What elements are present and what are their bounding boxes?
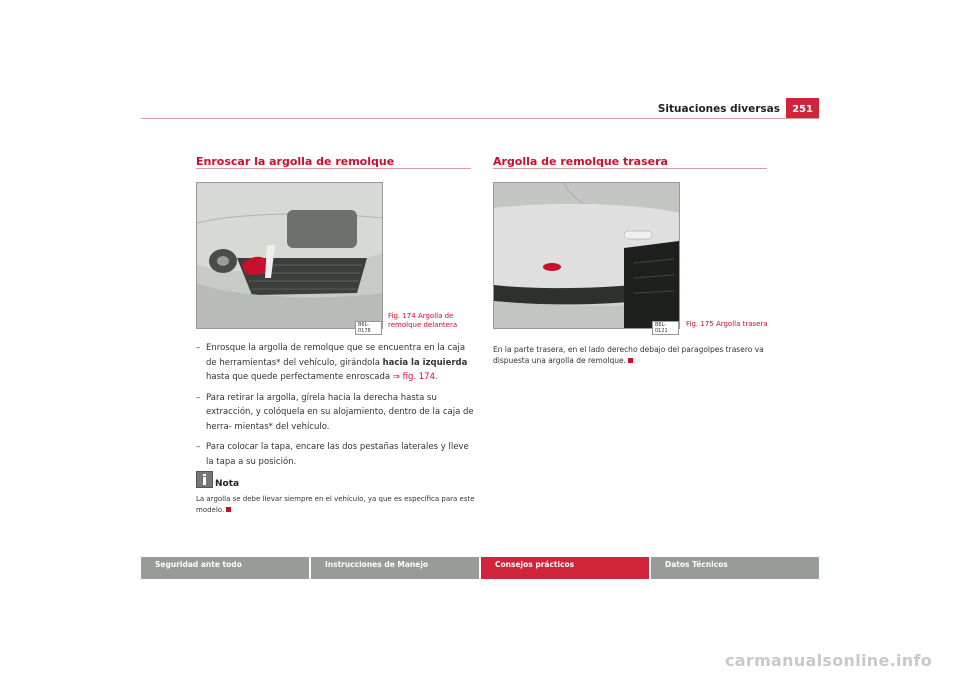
note-info-icon [196, 471, 213, 488]
figure-rear-tow-eye [493, 182, 680, 334]
bullet-item [196, 341, 474, 385]
bullet-text: hasta que quede perfectamente enroscada [206, 372, 393, 382]
section-rule-left [196, 168, 471, 169]
right-body [493, 344, 773, 366]
section-rule-right [493, 168, 767, 169]
front-bumper-illustration [197, 183, 382, 328]
footer-tab-technical-data[interactable] [651, 557, 819, 579]
note-body: La argolla se debe llevar siempre en el vehículo, ya que es específica para este modelo. [196, 495, 475, 514]
end-of-section-mark [628, 358, 633, 363]
note-title: Nota [215, 479, 240, 489]
bullet-dash: – [196, 343, 201, 353]
bullet-dash: – [196, 392, 201, 403]
figure-174-caption [388, 312, 468, 330]
footer-tab-label: Seguridad ante todo [155, 560, 242, 569]
figure-front-tow-eye [196, 182, 383, 334]
figure-code: B6L-0178 [355, 321, 382, 335]
caption-line: Fig. 174 Argolla de [388, 312, 454, 320]
left-body [196, 341, 474, 475]
footer-tab-operating[interactable] [311, 557, 479, 579]
caption-line: remolque delantera [388, 320, 458, 329]
figure-reference-link[interactable]: ⇒ fig. 174 [392, 372, 435, 382]
section-title-front-tow-eye: Enroscar la argolla de remolque [196, 155, 395, 168]
bullet-text: Para colocar la tapa, encare las dos pestañas laterales y lleve la tapa a su posición. [206, 442, 469, 467]
end-of-section-mark [226, 507, 231, 512]
rear-bumper-illustration [494, 183, 679, 328]
header-rule [141, 118, 819, 119]
running-header-title: Situaciones diversas [657, 103, 780, 115]
bullet-item [196, 391, 474, 435]
watermark: carmanualsonline.info [725, 651, 933, 670]
bullet-text: Para retirar la argolla, gírela hacia la derecha hasta su extracción, y colóquela en su alojamiento, dentro de la caja de herra- mientas* del vehículo. [206, 392, 474, 432]
bullet-dash: – [196, 442, 201, 452]
footer-tab-practical-tips[interactable] [481, 557, 649, 579]
figure-175-caption: Fig. 175 Argolla trasera [686, 320, 768, 328]
bullet-emphasis: hacia la izquierda [382, 357, 468, 368]
footer-tab-label: Datos Técnicos [665, 560, 728, 569]
section-title-rear-tow-eye: Argolla de remolque trasera [493, 155, 668, 168]
note-text [196, 494, 476, 516]
figure-code: B6L-0121 [652, 321, 679, 335]
footer-tab-label: Instrucciones de Manejo [325, 560, 429, 569]
page-number: 251 [786, 98, 819, 119]
bullet-item [196, 440, 474, 469]
paragraph-text: En la parte trasera, en el lado derecho debajo del paragolpes trasero va dispuesta una argolla de remolque. [493, 345, 764, 365]
footer-tab-label: Consejos prácticos [495, 560, 575, 569]
footer-tab-safety[interactable] [141, 557, 309, 579]
bullet-text: . [434, 372, 438, 382]
bullet-text: Enrosque la argolla de remolque que se encuentra en la caja de herramientas* del vehículo, girándola [206, 343, 466, 368]
